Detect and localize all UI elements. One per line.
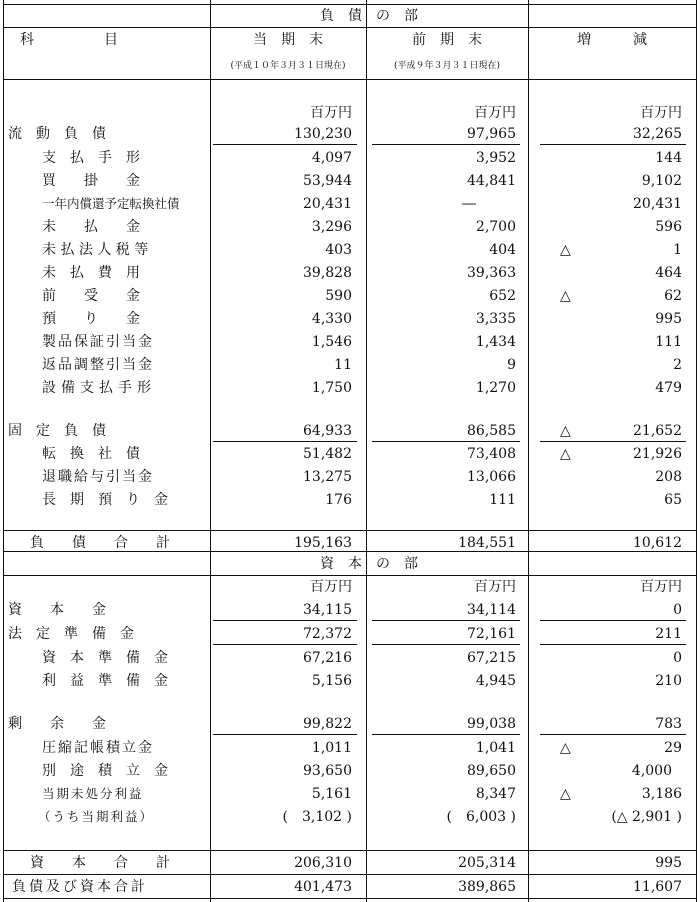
subtotal-underline (372, 144, 520, 145)
unit-label: 百万円 (310, 105, 352, 121)
cell-change: (△ 2,901 ) (611, 809, 682, 825)
cell-previous: ― (462, 196, 476, 212)
row-label: 資 本 金 (8, 602, 106, 618)
grand-total-change: 11,607 (633, 879, 682, 895)
row-label: 未 払 金 (42, 219, 140, 235)
decrease-triangle: △ (560, 423, 571, 439)
table-border-right (696, 0, 697, 902)
cell-change: 29 (664, 740, 682, 756)
cell-change: 4,000 (631, 763, 672, 779)
row-label: 支 払 手 形 (42, 150, 140, 166)
cell-current: 4,097 (311, 150, 352, 166)
subtotal-underline (372, 620, 520, 621)
cell-previous: 1,434 (475, 334, 516, 350)
liability-total-label: 負 債 合 計 (30, 535, 170, 551)
grand-total-current: 401,473 (294, 879, 352, 895)
cell-previous: 67,215 (467, 650, 516, 666)
cell-previous: 99,038 (467, 716, 516, 732)
subtotal-underline (540, 620, 686, 621)
table-border-left (3, 0, 4, 902)
cell-previous: 1,270 (475, 380, 516, 396)
row-label: 預 り 金 (42, 311, 140, 327)
grand-total-previous: 389,865 (458, 879, 516, 895)
header-current: 当 期 末 (253, 32, 323, 48)
cell-previous: 44,841 (467, 173, 516, 189)
cell-current: 590 (325, 288, 352, 304)
decrease-triangle: △ (560, 288, 571, 304)
row-label: 転 換 社 債 (42, 446, 140, 462)
row-label: 法 定 準 備 金 (8, 626, 134, 642)
section-title-liabilities: 負 債 の 部 (320, 8, 418, 24)
row-label: 一年内償還予定転換社債 (42, 196, 180, 211)
cell-current: 53,944 (303, 173, 352, 189)
row-label: 未 払 費 用 (42, 265, 140, 281)
cell-change: 208 (655, 469, 682, 485)
row-label: 製品保証引当金 (42, 334, 154, 350)
cell-previous: 89,650 (467, 763, 516, 779)
cell-change: 0 (673, 650, 682, 666)
cell-change: 3,186 (641, 786, 682, 802)
cell-change: 1 (673, 242, 682, 258)
row-label: （うち当期利益） (38, 809, 155, 824)
cell-previous: 111 (489, 492, 516, 508)
unit-label: 百万円 (310, 579, 352, 595)
cell-current: 99,822 (303, 716, 352, 732)
cell-change: 144 (655, 150, 682, 166)
row-label: 返品調整引当金 (42, 357, 154, 373)
cell-current: 93,650 (303, 763, 352, 779)
cell-current: ( 3,102 ) (282, 809, 352, 825)
header-previous-date: (平成９年３月３１日現在) (393, 61, 501, 71)
cell-change: 995 (655, 311, 682, 327)
subtotal-underline (540, 441, 686, 442)
cell-previous: 86,585 (467, 423, 516, 439)
cell-previous: 34,114 (467, 602, 516, 618)
cell-current: 5,161 (311, 786, 352, 802)
subtotal-underline (213, 620, 357, 621)
capital-total-current: 206,310 (294, 855, 352, 871)
row-label: 前 受 金 (42, 288, 140, 304)
unit-label: 百万円 (474, 105, 516, 121)
cell-change: 111 (655, 334, 682, 350)
row-label: 当期未処分利益 (42, 786, 144, 801)
cell-current: 51,482 (303, 446, 352, 462)
cell-change: 32,265 (633, 126, 682, 142)
cell-current: 20,431 (303, 196, 352, 212)
row-label: 圧縮記帳積立金 (42, 740, 154, 756)
cell-current: 72,372 (303, 626, 352, 642)
subtotal-underline (213, 144, 357, 145)
header-previous: 前 期 末 (412, 32, 482, 48)
cell-previous: 73,408 (467, 446, 516, 462)
unit-label: 百万円 (640, 105, 682, 121)
header-rule (3, 27, 697, 28)
section-rule (3, 575, 697, 576)
cell-current: 1,011 (311, 740, 352, 756)
row-label: 剰 余 金 (8, 716, 106, 732)
row-label: 流 動 負 債 (8, 126, 106, 142)
liability-total-previous: 184,551 (458, 535, 516, 551)
row-label: 買 掛 金 (42, 173, 140, 189)
table-border-top (3, 4, 697, 5)
cell-current: 130,230 (294, 126, 352, 142)
capital-total-change: 995 (655, 855, 682, 871)
row-label: 資 本 準 備 金 (42, 650, 168, 666)
decrease-triangle: △ (560, 242, 571, 258)
cell-previous: 404 (489, 242, 516, 258)
liability-total-current: 195,163 (294, 535, 352, 551)
cell-change: 9,102 (641, 173, 682, 189)
cell-current: 5,156 (311, 673, 352, 689)
subtotal-underline (213, 734, 357, 735)
section-title-capital: 資 本 の 部 (320, 556, 418, 572)
cell-current: 1,750 (311, 380, 352, 396)
capital-total-label: 資 本 合 計 (30, 855, 170, 871)
capital-total-previous: 205,314 (458, 855, 516, 871)
header-item: 科 目 (20, 32, 118, 48)
grand-total-rule (3, 874, 697, 875)
subtotal-underline (372, 734, 520, 735)
cell-previous: 72,161 (467, 626, 516, 642)
header-current-date: (平成１０年３月３１日現在) (230, 61, 346, 71)
cell-current: 403 (325, 242, 352, 258)
cell-previous: 2,700 (475, 219, 516, 235)
capital-total-rule (3, 850, 697, 851)
row-label: 利 益 準 備 金 (42, 673, 168, 689)
decrease-triangle: △ (560, 740, 571, 756)
row-label: 固 定 負 債 (8, 423, 106, 439)
cell-change: 2 (673, 357, 682, 373)
cell-change: 62 (664, 288, 682, 304)
subtotal-underline (540, 734, 686, 735)
row-label: 別 途 積 立 金 (42, 763, 168, 779)
unit-label: 百万円 (474, 579, 516, 595)
cell-current: 11 (334, 357, 352, 373)
row-label: 設備支払手形 (42, 380, 156, 396)
cell-previous: 3,335 (475, 311, 516, 327)
row-label: 未 払 法 人 税 等 (42, 242, 149, 258)
cell-change: 210 (655, 673, 682, 689)
subtotal-underline (540, 144, 686, 145)
cell-change: 479 (655, 380, 682, 396)
cell-change: 211 (655, 626, 682, 642)
grand-total-label: 負債及び資本合計 (12, 879, 148, 895)
subtotal-underline (213, 644, 357, 645)
cell-change: 65 (664, 492, 682, 508)
cell-current: 34,115 (303, 602, 352, 618)
cell-previous: 3,952 (475, 150, 516, 166)
liability-total-rule (3, 530, 697, 531)
header-change: 増 減 (577, 32, 647, 48)
cell-current: 13,275 (303, 469, 352, 485)
cell-current: 4,330 (311, 311, 352, 327)
cell-previous: 8,347 (475, 786, 516, 802)
cell-current: 3,296 (311, 219, 352, 235)
cell-previous: 1,041 (475, 740, 516, 756)
cell-previous: 39,363 (467, 265, 516, 281)
cell-previous: 13,066 (467, 469, 516, 485)
cell-change: 21,926 (633, 446, 682, 462)
cell-previous: 652 (489, 288, 516, 304)
cell-change: 21,652 (633, 423, 682, 439)
cell-change: 20,431 (633, 196, 682, 212)
cell-change: 0 (673, 602, 682, 618)
section-rule (3, 551, 697, 552)
cell-previous: ( 6,003 ) (446, 809, 516, 825)
decrease-triangle: △ (560, 446, 571, 462)
cell-change: 596 (655, 219, 682, 235)
header-rule (3, 79, 697, 80)
cell-current: 67,216 (303, 650, 352, 666)
cell-change: 783 (655, 716, 682, 732)
cell-current: 39,828 (303, 265, 352, 281)
subtotal-underline (540, 644, 686, 645)
row-label: 長 期 預 り 金 (42, 492, 168, 508)
row-label: 退職給与引当金 (42, 469, 154, 485)
cell-previous: 9 (507, 357, 516, 373)
cell-current: 1,546 (311, 334, 352, 350)
cell-change: 464 (655, 265, 682, 281)
subtotal-underline (213, 441, 357, 442)
unit-label: 百万円 (640, 579, 682, 595)
cell-current: 64,933 (303, 423, 352, 439)
decrease-triangle: △ (560, 786, 571, 802)
liability-total-change: 10,612 (633, 535, 682, 551)
table-border-bottom (3, 898, 697, 899)
subtotal-underline (372, 441, 520, 442)
cell-previous: 97,965 (467, 126, 516, 142)
subtotal-underline (372, 644, 520, 645)
cell-previous: 4,945 (475, 673, 516, 689)
cell-current: 176 (325, 492, 352, 508)
